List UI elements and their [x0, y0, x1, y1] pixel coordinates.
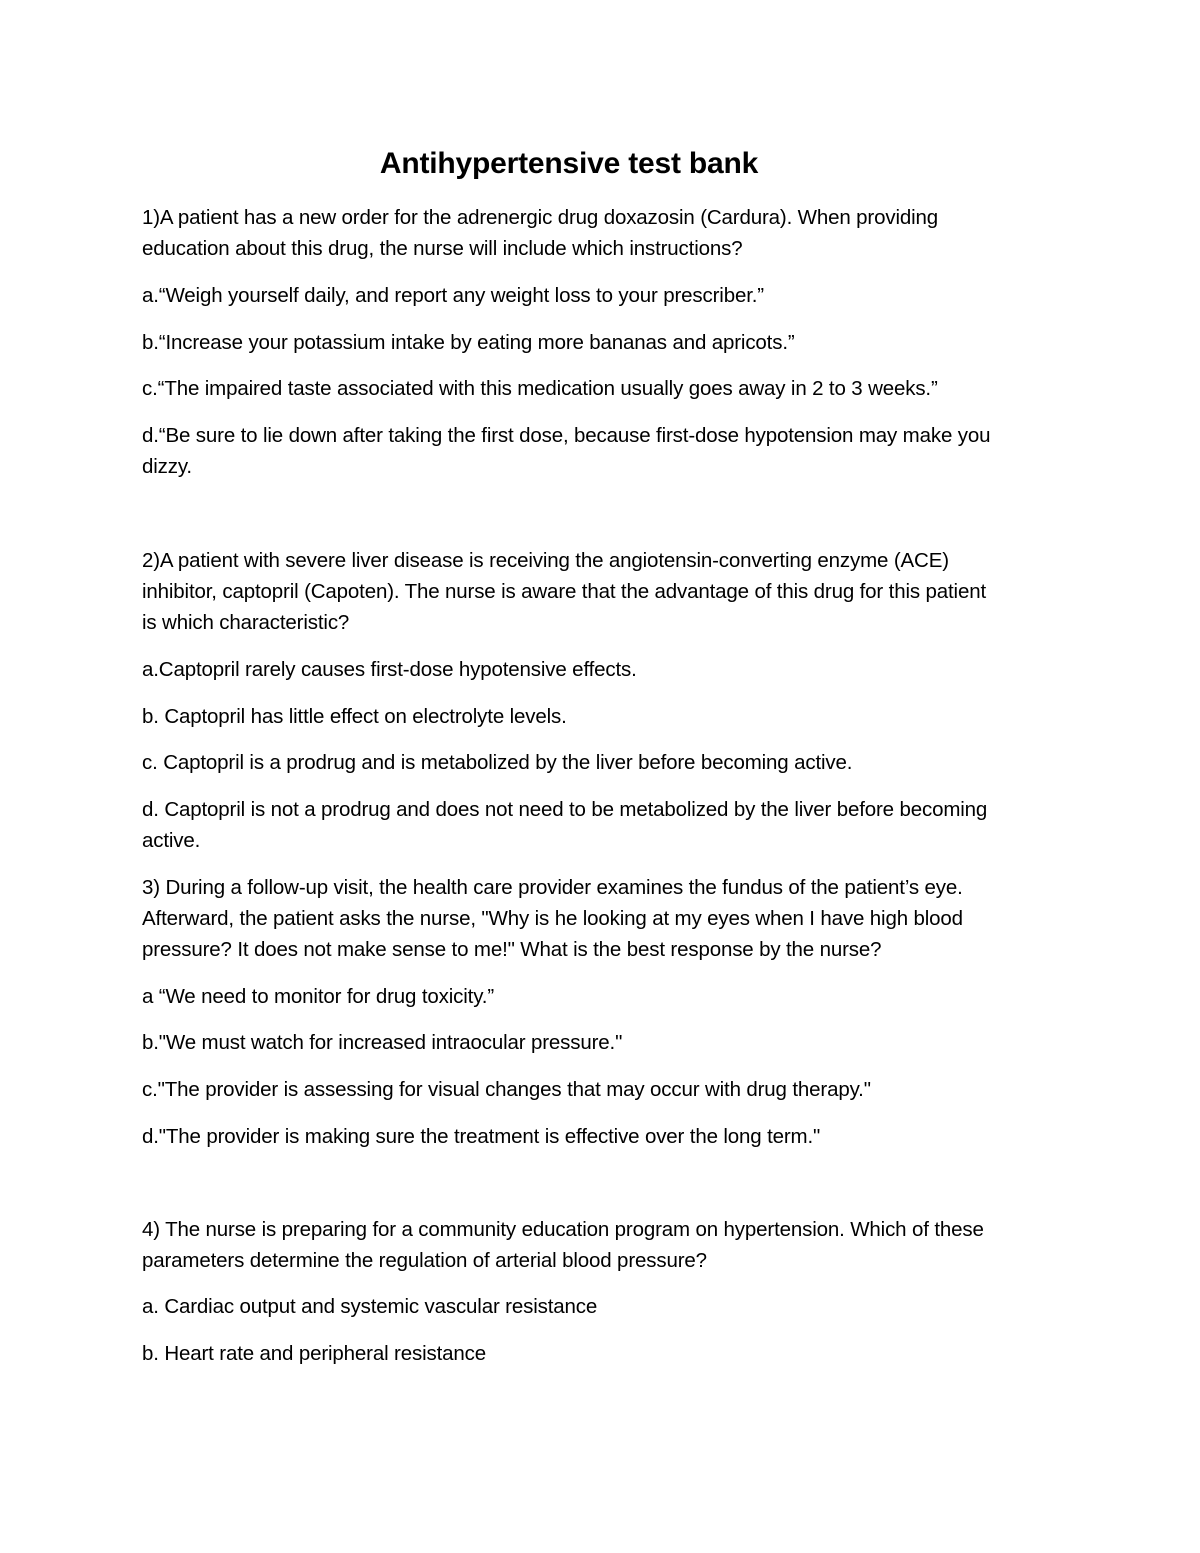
question-3-option-c: c."The provider is assessing for visual changes that may occur with drug therapy."	[142, 1078, 871, 1101]
question-2-option-d-cont: active.	[142, 829, 201, 852]
question-2-option-d: d. Captopril is not a prodrug and does not need to be metabolized by the liver before becoming	[142, 798, 988, 821]
question-4-option-a: a. Cardiac output and systemic vascular resistance	[142, 1295, 598, 1318]
question-1-option-a: a.“Weigh yourself daily, and report any weight loss to your prescriber.”	[142, 284, 764, 307]
question-4-stem-line: 4) The nurse is preparing for a community education program on hypertension. Which of these	[142, 1218, 984, 1241]
question-2-option-b: b. Captopril has little effect on electrolyte levels.	[142, 705, 567, 728]
question-4-stem-line: parameters determine the regulation of arterial blood pressure?	[142, 1249, 707, 1272]
question-3-stem-line: 3) During a follow-up visit, the health care provider examines the fundus of the patient’s eye.	[142, 876, 963, 899]
question-1-stem-line: 1)A patient has a new order for the adrenergic drug doxazosin (Cardura). When providing	[142, 206, 939, 229]
question-2-option-c: c. Captopril is a prodrug and is metabolized by the liver before becoming active.	[142, 751, 853, 774]
page-title: Antihypertensive test bank	[379, 147, 759, 180]
question-3-stem-line: Afterward, the patient asks the nurse, "Why is he looking at my eyes when I have high blood	[142, 907, 963, 930]
question-2-stem-line: 2)A patient with severe liver disease is receiving the angiotensin-converting enzyme (ACE)	[142, 549, 949, 572]
question-2-stem-line: inhibitor, captopril (Capoten). The nurse is aware that the advantage of this drug for this patient	[142, 580, 986, 603]
question-2-option-a: a.Captopril rarely causes first-dose hypotensive effects.	[142, 658, 637, 681]
question-1-option-c: c.“The impaired taste associated with this medication usually goes away in 2 to 3 weeks.”	[142, 377, 938, 400]
question-3-stem-line: pressure? It does not make sense to me!" What is the best response by the nurse?	[142, 938, 882, 961]
question-3-option-a: a “We need to monitor for drug toxicity.”	[142, 985, 494, 1008]
question-1-option-b: b.“Increase your potassium intake by eating more bananas and apricots.”	[142, 331, 795, 354]
question-3-option-b: b."We must watch for increased intraocular pressure."	[142, 1031, 623, 1054]
question-4-option-b: b. Heart rate and peripheral resistance	[142, 1342, 486, 1365]
question-3-option-d: d."The provider is making sure the treatment is effective over the long term."	[142, 1125, 821, 1148]
question-1-stem-line: education about this drug, the nurse will include which instructions?	[142, 237, 743, 260]
question-1-option-d-cont: dizzy.	[142, 455, 192, 478]
question-1-option-d: d.“Be sure to lie down after taking the first dose, because first-dose hypotension may make you	[142, 424, 991, 447]
question-2-stem-line: is which characteristic?	[142, 611, 350, 634]
